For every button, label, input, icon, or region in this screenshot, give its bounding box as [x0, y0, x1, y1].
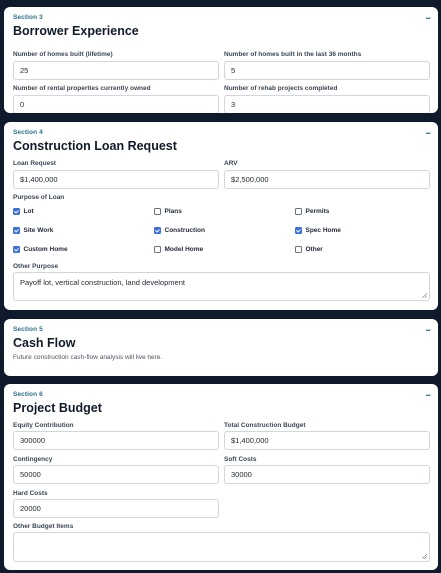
contingency-input[interactable]: 50000: [13, 465, 219, 484]
more-menu-icon[interactable]: ...: [425, 323, 430, 333]
section-description: Future construction cash-flow analysis will live here.: [13, 354, 163, 361]
other-budget-label: Other Budget Items: [13, 523, 74, 530]
checkbox-unchecked-icon: [154, 208, 161, 215]
more-menu-icon[interactable]: ...: [425, 126, 430, 136]
contingency-label: Contingency: [13, 456, 53, 463]
other-budget-textarea[interactable]: [13, 532, 430, 562]
purpose-permits-checkbox[interactable]: [295, 208, 329, 215]
checkbox-checked-icon: [154, 227, 161, 234]
checkbox-label: Spec Home: [305, 227, 341, 234]
checkbox-unchecked-icon: [295, 246, 302, 253]
checkbox-label: Model Home: [164, 246, 204, 253]
resize-handle-icon[interactable]: [422, 293, 427, 298]
total-budget-label: Total Construction Budget: [224, 422, 306, 429]
homes-36-label: Number of homes built in the last 36 months: [224, 51, 362, 58]
section-title: Cash Flow: [13, 336, 76, 350]
homes-36-input[interactable]: 5: [224, 61, 430, 80]
section-cash-flow: [4, 319, 438, 376]
purpose-label: Purpose of Loan: [13, 194, 65, 201]
checkbox-label: Plans: [164, 208, 182, 215]
section-title: Borrower Experience: [13, 24, 139, 38]
other-purpose-textarea[interactable]: [13, 272, 430, 301]
purpose-site-work-checkbox[interactable]: [13, 227, 53, 234]
purpose-construction-checkbox[interactable]: [154, 227, 205, 234]
purpose-other-checkbox[interactable]: [295, 246, 323, 253]
soft-costs-input[interactable]: 30000: [224, 465, 430, 484]
checkbox-unchecked-icon: [295, 208, 302, 215]
section-project-budget: [4, 384, 438, 570]
section-construction-loan-request: [4, 122, 438, 310]
purpose-lot-checkbox[interactable]: [13, 208, 34, 215]
checkbox-label: Construction: [164, 227, 205, 234]
section-tag: Section 3: [13, 14, 43, 21]
checkbox-checked-icon: [13, 227, 20, 234]
equity-input[interactable]: 300000: [13, 431, 219, 450]
homes-built-input[interactable]: 25: [13, 61, 219, 80]
rehab-input[interactable]: 3: [224, 95, 430, 113]
checkbox-label: Site Work: [23, 227, 54, 234]
arv-label: ARV: [224, 160, 238, 167]
more-menu-icon[interactable]: ...: [425, 388, 430, 398]
checkbox-label: Other: [305, 246, 323, 253]
homes-built-label: Number of homes built (lifetime): [13, 51, 113, 58]
section-title: Construction Loan Request: [13, 139, 177, 153]
purpose-model-home-checkbox[interactable]: [154, 246, 203, 253]
rentals-input[interactable]: 0: [13, 95, 219, 113]
total-budget-input[interactable]: $1,400,000: [224, 431, 430, 450]
arv-input[interactable]: $2,500,000: [224, 170, 430, 189]
rentals-label: Number of rental properties currently owned: [13, 85, 151, 92]
section-title: Project Budget: [13, 401, 102, 415]
hard-costs-label: Hard Costs: [13, 490, 48, 497]
soft-costs-label: Soft Costs: [224, 456, 257, 463]
section-borrower-experience: [4, 7, 438, 113]
checkbox-label: Lot: [23, 208, 34, 215]
other-purpose-text: Payoff lot, vertical construction, land development: [20, 278, 185, 287]
purpose-spec-home-checkbox[interactable]: [295, 227, 341, 234]
section-tag: Section 4: [13, 129, 43, 136]
checkbox-checked-icon: [13, 246, 20, 253]
other-purpose-label: Other Purpose: [13, 263, 59, 270]
loan-request-input[interactable]: $1,400,000: [13, 170, 219, 189]
purpose-plans-checkbox[interactable]: [154, 208, 182, 215]
equity-label: Equity Contribution: [13, 422, 74, 429]
more-menu-icon[interactable]: ...: [425, 11, 430, 21]
checkbox-checked-icon: [295, 227, 302, 234]
rehab-label: Number of rehab projects completed: [224, 85, 338, 92]
hard-costs-input[interactable]: 20000: [13, 499, 219, 518]
loan-request-label: Loan Request: [13, 160, 56, 167]
checkbox-label: Custom Home: [23, 246, 68, 253]
section-tag: Section 5: [13, 326, 43, 333]
checkbox-label: Permits: [305, 208, 330, 215]
checkbox-unchecked-icon: [154, 246, 161, 253]
resize-handle-icon[interactable]: [422, 554, 427, 559]
purpose-custom-home-checkbox[interactable]: [13, 246, 68, 253]
section-tag: Section 6: [13, 391, 43, 398]
checkbox-checked-icon: [13, 208, 20, 215]
